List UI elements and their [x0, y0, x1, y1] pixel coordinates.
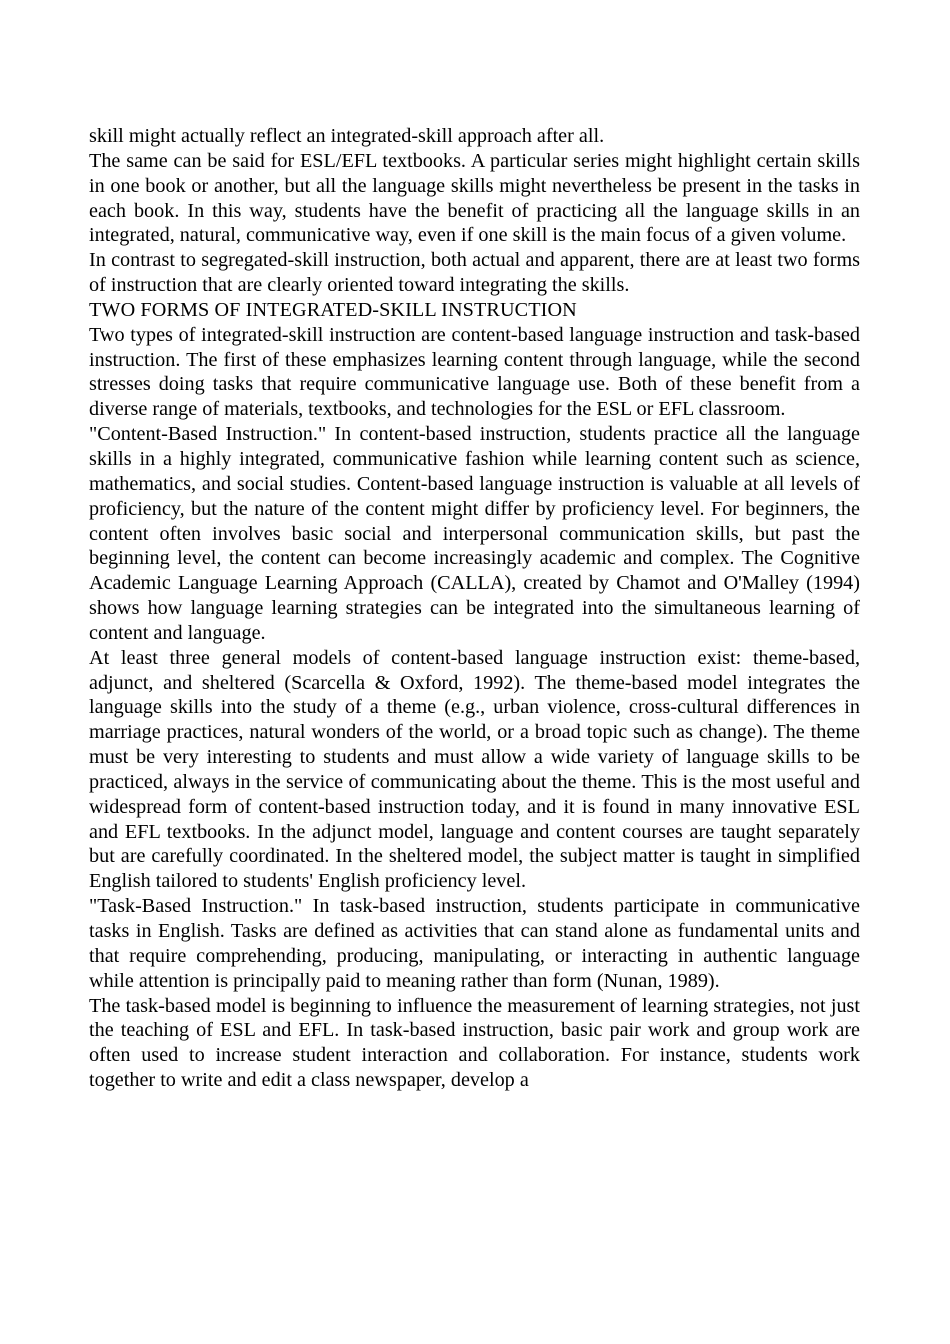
paragraph-in-contrast-segregated-skill: In contrast to segregated-skill instruction, both actual and apparent, there are at least two forms of instruction that are clearly oriented toward integrating the skills. — [89, 249, 860, 297]
paragraph-esl-efl-textbooks: The same can be said for ESL/EFL textbooks. A particular series might highlight certain skills in one book or another, but all the language skills might nevertheless be present in the tasks in each book. In this way, students have the benefit of practicing all the language skills in an integrated, natural, communicative way, even if one skill is the main focus of a given volume. — [89, 149, 860, 247]
paragraph-task-based-instruction: "Task-Based Instruction." In task-based instruction, students participate in communicative tasks in English. Tasks are defined as activities that can stand alone as fundamental units and that require comprehending, producing, manipulating, or interacting in authentic language while attention is principally paid to meaning rather than form (Nunan, 1989). — [89, 895, 860, 992]
paragraph-task-based-model-measurement: The task-based model is beginning to influence the measurement of learning strategies, not just the teaching of ESL and EFL. In task-based instruction, basic pair work and group work are often used to increase student interaction and collaboration. For instance, students work together to write and edit a class newspaper, develop a — [89, 994, 860, 1092]
paragraph-continuation-skill-might: skill might actually reflect an integrated-skill approach after all. — [89, 125, 605, 147]
paragraph-content-based-instruction: "Content-Based Instruction." In content-based instruction, students practice all the language skills in a highly integrated, communicative fashion while learning content such as science, mathematics, and social studies. Content-based language instruction is valuable at all levels of proficiency, but the nature of the content might differ by proficiency level. For beginners, the content often involves basic social and interpersonal communication skills, but past the beginning level, the content can become increasingly academic and complex. The Cognitive Academic Language Learning Approach (CALLA), created by Chamot and O'Malley (1994) shows how language learning strategies can be integrated into the simultaneous learning of content and language. — [89, 423, 860, 644]
section-heading-two-forms-of-integrated-skill-instruction: TWO FORMS OF INTEGRATED-SKILL INSTRUCTION — [89, 298, 577, 321]
paragraph-three-general-models: At least three general models of content-based language instruction exist: theme-based, adjunct, and sheltered (Scarcella & Oxford, 1992). The theme-based model integrates the language skills into the study of a theme (e.g., urban violence, cross-cultural differences in marriage practices, natural wonders of the world, or a broad topic such as change). The theme must be very interesting to students and must allow a wide variety of language skills to be practiced, always in the service of communicating about the theme. This is the most useful and widespread form of content-based instruction today, and it is found in many innovative ESL and EFL textbooks. In the adjunct model, language and content courses are taught separately but are carefully coordinated. In the sheltered model, the subject matter is taught in simplified English tailored to students' English proficiency level. — [89, 646, 860, 893]
paragraph-two-types-of-integrated-skill-instruction: Two types of integrated-skill instruction are content-based language instruction and task-based instruction. The first of these emphasizes learning content through language, while the second stresses doing tasks that require communicative language use. Both of these benefit from a diverse range of materials, textbooks, and technologies for the ESL or EFL classroom. — [89, 323, 860, 421]
text-column — [89, 124, 860, 1093]
